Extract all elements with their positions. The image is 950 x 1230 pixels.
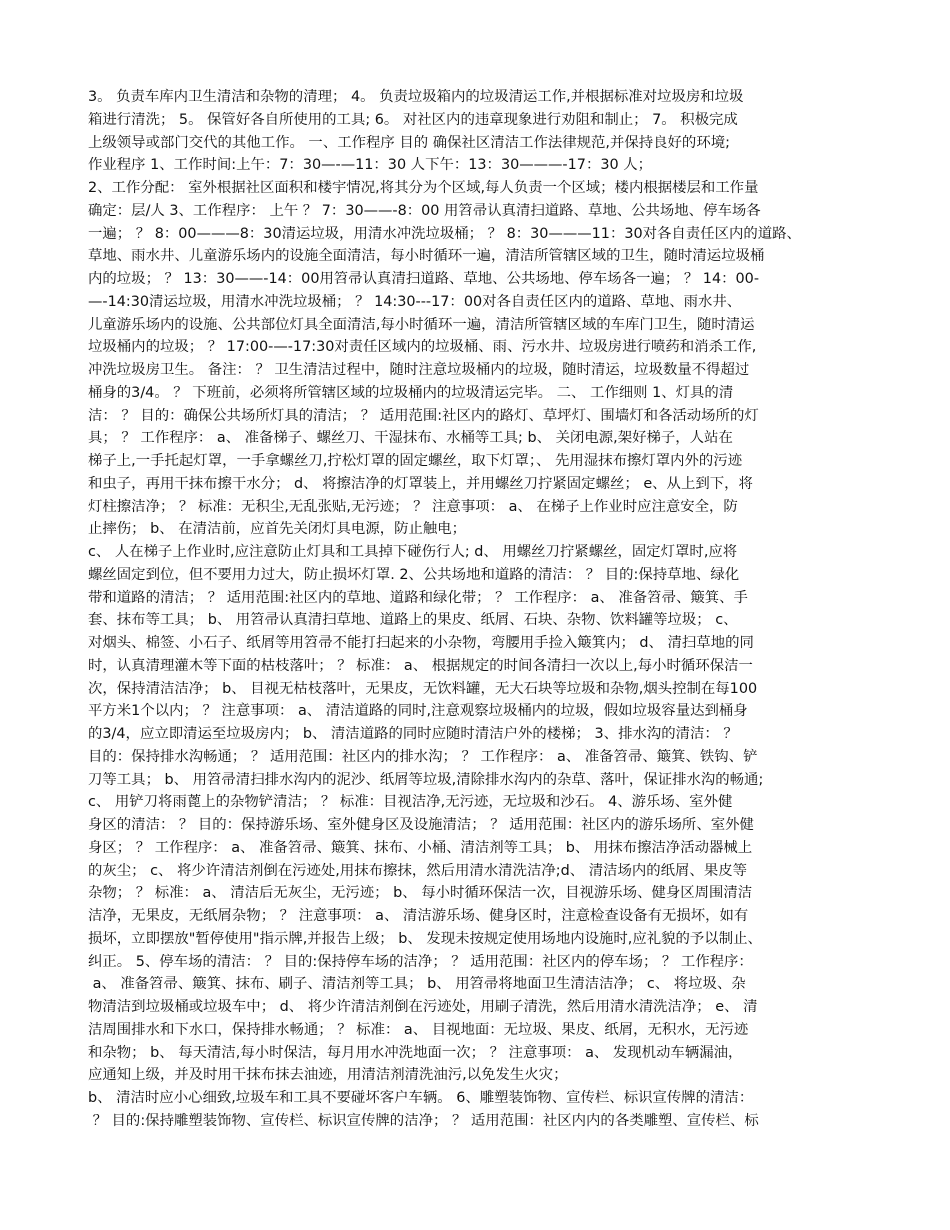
text-line: 身区的清洁： ？ 目的：保持游乐场、室外健身区及设施清洁； ？ 适用范围：社区内的游乐场所、室外健 [88, 817, 754, 833]
text-line: 洁周围排水和下水口，保持排水畅通； ？ 标准： a、 目视地面：无垃圾、果皮、纸屑，无积水，无污迹 [88, 1021, 749, 1038]
text-line: 平方米1个以内； ？ 注意事项： a、 清洁道路的同时,注意观察垃圾桶内的垃圾，假如垃圾容量达到桶身 [88, 703, 748, 720]
text-line: 对烟头、棉签、小石子、纸屑等用笤帚不能打扫起来的小杂物，弯腰用手捡入簸箕内； d、 清扫草地的同 [88, 635, 754, 651]
text-line: 时，认真清理灌木等下面的枯枝落叶； ？ 标准： a、 根据规定的时间各清扫一次以上,每小时循环保洁一 [88, 657, 753, 674]
text-line: 洁净，无果皮，无纸屑杂物； ？ 注意事项： a、 清洁游乐场、健身区时，注意检查设备有无损坏，如有 [88, 908, 749, 924]
text-line: 的3/4，应立即清运至垃圾房内； b、 清洁道路的同时应随时清洁户外的楼梯； 3、排水沟的清洁： ？ [88, 726, 738, 742]
text-line: 和虫子，再用干抹布擦干水分； d、 将擦洁净的灯罩装上，并用螺丝刀拧紧固定螺丝； e、从上到下，将 [88, 475, 753, 492]
text-line: 止摔伤； b、 在清洁前，应首先关闭灯具电源，防止触电； [88, 521, 467, 538]
text-line: 一遍； ？ 8：00———8：30清运垃圾，用清水冲洗垃圾桶； ？ 8：30———11：30对各自责任区内的道路、 [88, 225, 801, 242]
text-line: 箱进行清洗； 5。 保管好各自所使用的工具; 6。 对社区内的违章现象进行劝阻和制止； 7。 积极完成 [88, 111, 738, 128]
text-line: 上级领导或部门交代的其他工作。 一、工作程序 目的 确保社区清洁工作法律规范,并保持良好的环境; [88, 134, 730, 151]
text-line: 确定：层/人 3、工作程序： 上午 ？ 7：30——-8：00 用笤帚认真清扫道路、草地、公共场地、停车场各 [88, 202, 761, 219]
text-line: 纠正。 5、停车场的清洁： ？ 目的:保持停车场的洁净； ？ 适用范围：社区内的停车场； ？ 工作程序： [88, 953, 753, 970]
text-line: c、 人在梯子上作业时,应注意防止灯具和工具掉下碰伤行人; d、 用螺丝刀拧紧螺丝，固定灯罩时,应将 [88, 544, 738, 560]
text-line: 内的垃圾； ？ 13：30——-14：00用笤帚认真清扫道路、草地、公共场地、停车场各一遍； ？ 14：00- [88, 271, 760, 287]
text-line: 刀等工具； b、 用笤帚清扫排水沟内的泥沙、纸屑等垃圾,清除排水沟内的杂草、落叶，保证排水沟的畅通; [88, 771, 764, 788]
text-line: 损坏，立即摆放"暂停使用"指示牌,并报告上级； b、 发现未按规定使用场地内设施时,应礼貌的予以制止、 [88, 930, 762, 947]
document-body [88, 86, 868, 1133]
text-line: 3。 负责车库内卫生清洁和杂物的清理； 4。 负责垃圾箱内的垃圾清运工作,并根据标准对垃圾房和垃圾 [88, 89, 744, 105]
text-line: 物清洁到垃圾桶或垃圾车中； d、 将少许清洁剂倒在污迹处，用刷子清洗，然后用清水清洗洁净； e、 清 [88, 999, 758, 1015]
text-line: 具； ？ 工作程序： a、 准备梯子、螺丝刀、干湿抹布、水桶等工具; b、 关闭电源,架好梯子，人站在 [88, 430, 733, 447]
text-line: 儿童游乐场内的设施、公共部位灯具全面清洁,每小时循环一遍，清洁所管辖区域的车库门卫生，随时清运 [88, 316, 755, 333]
text-line: 2、工作分配： 室外根据社区面积和楼宇情况,将其分为个区域,每人负责一个区域；楼内根据楼层和工作量 [88, 180, 759, 196]
text-line: 灯柱擦洁净； ？ 标准：无积尘,无乱张贴,无污迹； ？ 注意事项： a、 在梯子上作业时应注意安全，防 [88, 498, 738, 515]
text-line: ？ 目的:保持雕塑装饰物、宣传栏、标识宣传牌的洁净； ？ 适用范围：社区内内的各类雕塑、宣传栏、标 [88, 1112, 759, 1129]
text-line: 桶身的3/4。 ？ 下班前，必须将所管辖区域的垃圾桶内的垃圾清运完毕。 二、 工作细则 1、灯具的清 [88, 384, 734, 401]
text-line: 套、抹布等工具； b、 用笤帚认真清扫草地、道路上的果皮、纸屑、石块、杂物、饮料罐等垃圾； c、 [88, 612, 738, 629]
text-line: 目的：保持排水沟畅通； ？ 适用范围：社区内的排水沟； ？ 工作程序： a、 准备笤帚、簸箕、铁钩、铲 [88, 748, 758, 765]
text-line: 和杂物； b、 每天清洁,每小时保洁，每月用水冲洗地面一次； ？ 注意事项： a、 发现机动车辆漏油， [88, 1044, 743, 1061]
text-line: 次，保持清洁洁净； b、 目视无枯枝落叶，无果皮，无饮料罐，无大石块等垃圾和杂物,烟头控制在每100 [88, 680, 758, 697]
text-line: 冲洗垃圾房卫生。 备注： ？ 卫生清洁过程中，随时注意垃圾桶内的垃圾，随时清运，垃圾数量不得超过 [88, 362, 750, 378]
text-line: 草地、雨水井、儿童游乐场内的设施全面清洁，每小时循环一遍，清洁所管辖区域的卫生，随时清运垃圾桶 [88, 248, 765, 265]
text-line: a、 准备笤帚、簸箕、抹布、刷子、清洁剂等工具； b、 用笤帚将地面卫生清洁洁净； c、 将垃圾、杂 [88, 976, 746, 993]
text-line: —-14:30清运垃圾，用清水冲洗垃圾桶； ？ 14:30---17：00对各自责任区内的道路、草地、雨水井、 [88, 293, 742, 310]
text-line: 垃圾桶内的垃圾； ？ 17:00-—-17:30对责任区域内的垃圾桶、雨、污水井、垃圾房进行喷药和消杀工作, [88, 339, 757, 356]
text-line: 带和道路的清洁； ？ 适用范围:社区内的草地、道路和绿化带； ？ 工作程序： a、 准备笤帚、簸箕、手 [88, 589, 748, 606]
text-line: 的灰尘； c、 将少许清洁剂倒在污迹处,用抹布擦抹，然后用清水清洗洁净;d、 清洁场内的纸屑、果皮等 [88, 862, 747, 879]
text-line: 应通知上级，并及时用干抹布抹去油迹，用清洁剂清洗油污,以免发生火灾； [88, 1067, 568, 1084]
text-line: c、 用铲刀将雨蓖上的杂物铲清洁； ？ 标准：目视洁净,无污迹，无垃圾和沙石。 4、游乐场、室外健 [88, 794, 733, 811]
text-line: b、 清洁时应小心细致,垃圾车和工具不要碰坏客户车辆。 6、雕塑装饰物、宣传栏、标识宣传牌的清洁： [88, 1090, 754, 1106]
text-line: 身区； ？ 工作程序： a、 准备笤帚、簸箕、抹布、小桶、清洁剂等工具； b、 用抹布擦洁净活动器械上 [88, 839, 753, 856]
text-line: 洁： ？ 目的：确保公共场所灯具的清洁； ？ 适用范围:社区内的路灯、草坪灯、围墙灯和各活动场所的灯 [88, 407, 759, 424]
text-line: 梯子上,一手托起灯罩，一手拿螺丝刀,拧松灯罩的固定螺丝，取下灯罩；、 先用湿抹布擦灯罩内外的污迹 [88, 453, 743, 469]
text-line: 杂物； ？ 标准： a、 清洁后无灰尘，无污迹； b、 每小时循环保洁一次，目视游乐场、健身区周围清洁 [88, 885, 753, 902]
text-line: 作业程序 1、工作时间:上午：7：30—-—11：30 人下午：13：30———-17：30 人； [88, 157, 652, 174]
text-line: 螺丝固定到位，但不要用力过大，防止损坏灯罩. 2、公共场地和道路的清洁： ？ 目的:保持草地、绿化 [88, 566, 740, 583]
